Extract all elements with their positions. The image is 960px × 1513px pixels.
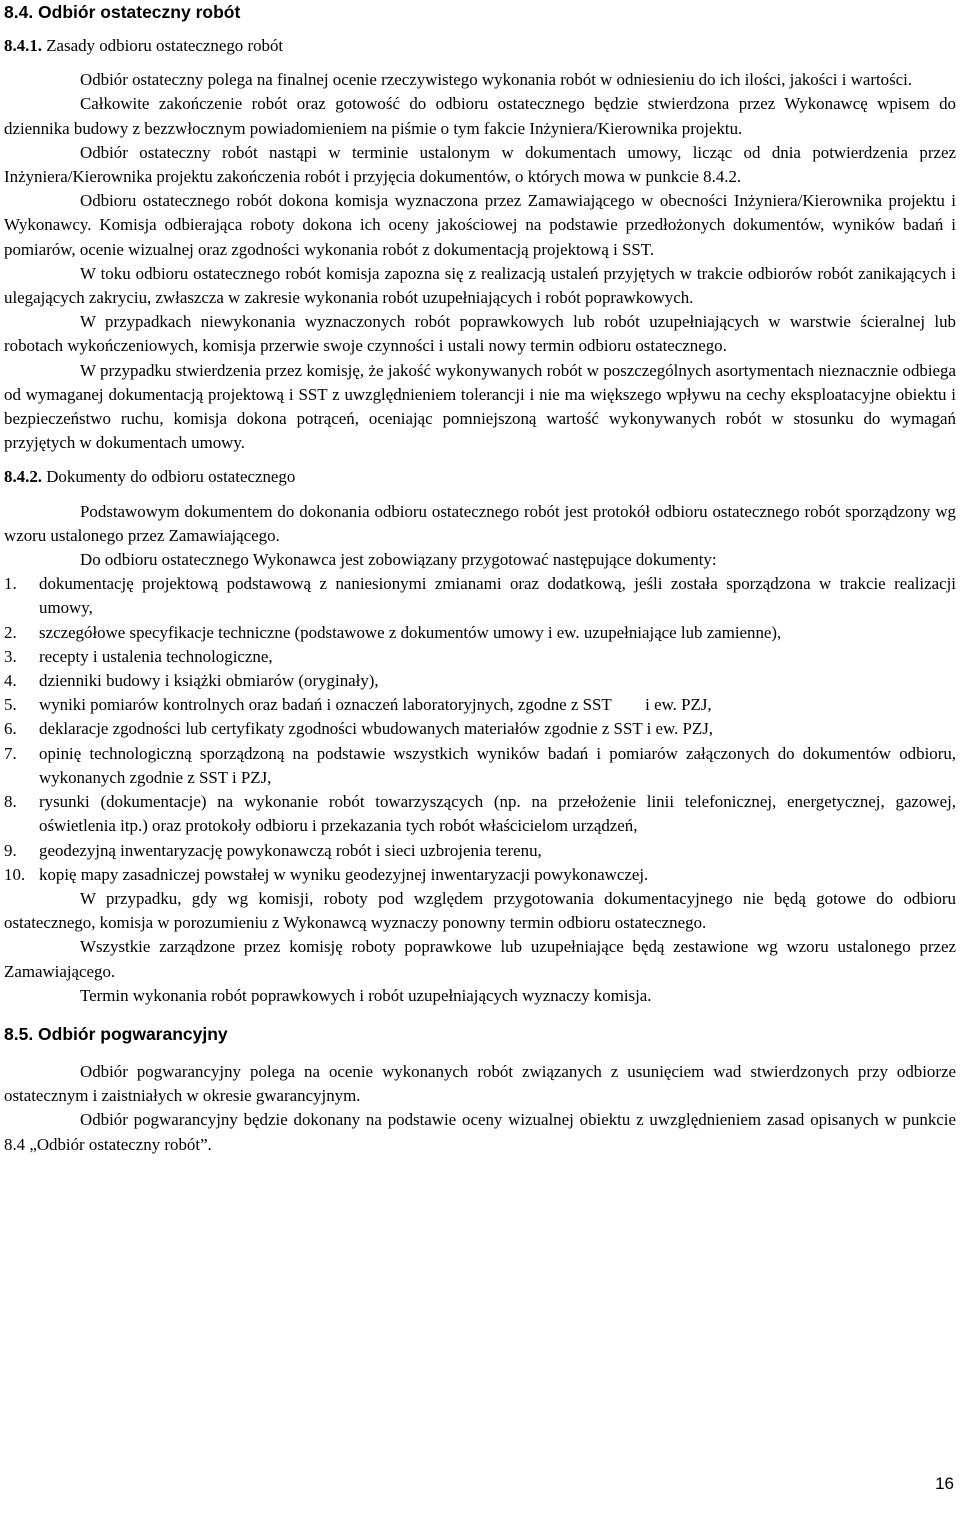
list-item-number: 2. — [4, 622, 17, 642]
page-number: 16 — [935, 1474, 954, 1493]
list-item-text: dokumentację projektową podstawową z naniesionymi zmianami oraz dodatkową, jeśli została sporządzona w trakcie realizacji umowy, — [39, 574, 956, 618]
paragraph: Wszystkie zarządzone przez komisję roboty poprawkowe lub uzupełniające będą zestawione wg wzoru ustalonego przez Zamawiającego. — [4, 937, 956, 981]
section-heading-8-5: 8.5. Odbiór pogwarancyjny — [4, 1023, 228, 1044]
list-item — [4, 863, 956, 887]
paragraph: W toku odbioru ostatecznego robót komisja zapozna się z realizacją ustaleń przyjętych w trakcie odbiorów robót zanikających i ulegających zakryciu, zwłaszcza w zakresie wykonania robót uzupełniających i robót poprawkowych. — [4, 263, 956, 308]
list-item — [4, 572, 956, 620]
page-content — [4, 0, 956, 1157]
subsection-title: Zasady odbioru ostatecznego robót — [42, 36, 284, 55]
list-item-number: 8. — [4, 792, 17, 812]
spacer — [4, 455, 956, 465]
paragraph: Całkowite zakończenie robót oraz gotowość do odbioru ostatecznego będzie stwierdzona przez Wykonawcę wpisem do dziennika budowy z bezzwłocznym powiadomieniem na piśmie o tym fakcie Inżyniera/Kierownika projektu. — [4, 94, 956, 138]
list-item — [4, 669, 956, 693]
paragraph: Odbiór pogwarancyjny będzie dokonany na podstawie oceny wizualnej obiektu z uwzględnieniem zasad opisanych w punkcie 8.4 „Odbiór ostateczny robót”. — [4, 1110, 956, 1154]
list-item — [4, 717, 956, 741]
list-item-text: geodezyjną inwentaryzację powykonawczą robót i sieci uzbrojenia terenu, — [39, 840, 542, 860]
paragraph: W przypadku, gdy wg komisji, roboty pod względem przygotowania dokumentacyjnego nie będą gotowe do odbioru ostatecznego, komisja w porozumieniu z Wykonawcą wyznaczy ponowny termin odbioru ostatecznego. — [4, 888, 956, 933]
paragraph: Odbiór ostateczny polega na finalnej ocenie rzeczywistego wykonania robót w odniesieniu do ich ilości, jakości i wartości. — [80, 70, 913, 90]
documents-list — [4, 572, 956, 887]
list-item — [4, 790, 956, 838]
list-item-number: 9. — [4, 840, 17, 860]
list-item-number: 1. — [4, 574, 17, 594]
paragraph: Odbiór ostateczny robót nastąpi w terminie ustalonym w dokumentach umowy, licząc od dnia potwierdzenia przez Inżyniera/Kierownika projektu zakończenia robót i przyjęcia dokumentów, o których mowa w punkcie 8.4.2. — [4, 142, 956, 187]
subsection-number: 8.4.2. — [4, 467, 43, 487]
subsection-heading-8-4-1 — [4, 34, 956, 58]
list-item — [4, 742, 956, 790]
spacer — [4, 24, 956, 34]
spacer — [4, 58, 956, 68]
list-item-text: kopię mapy zasadniczej powstałej w wyniku geodezyjnej inwentaryzacji powykonawczej. — [39, 864, 649, 884]
list-item — [4, 621, 956, 645]
list-item-number: 10. — [4, 864, 26, 884]
list-item-number: 6. — [4, 719, 17, 739]
list-item — [4, 839, 956, 863]
list-item-text: opinię technologiczną sporządzoną na podstawie wszystkich wyników badań i pomiarów załączonych do dokumentów odbioru, wykonanych zgodnie z SST i PZJ, — [39, 743, 956, 787]
list-item-number: 7. — [4, 743, 17, 763]
list-item-text: dzienniki budowy i książki obmiarów (oryginały), — [39, 671, 379, 691]
list-item-text: wyniki pomiarów kontrolnych oraz badań i oznaczeń laboratoryjnych, zgodne z SST i ew. PZJ, — [39, 695, 712, 715]
subsection-number: 8.4.1. — [4, 36, 43, 55]
list-item-text: deklaracje zgodności lub certyfikaty zgodności wbudowanych materiałów zgodnie z SST i ew. PZJ, — [39, 719, 714, 739]
paragraph: Termin wykonania robót poprawkowych i robót uzupełniających wyznaczy komisja. — [80, 985, 652, 1005]
paragraph: Odbiór pogwarancyjny polega na ocenie wykonanych robót związanych z usunięciem wad stwierdzonych przy odbiorze ostatecznym i zaistniałych w okresie gwarancyjnym. — [4, 1061, 956, 1106]
list-item — [4, 693, 956, 717]
subsection-heading-8-4-2 — [4, 465, 956, 489]
section-heading-8-4: 8.4. Odbiór ostateczny robót — [4, 2, 241, 22]
list-item-number: 3. — [4, 646, 17, 666]
list-item-text: rysunki (dokumentacje) na wykonanie robót towarzyszących (np. na przełożenie linii telefonicznej, energetycznej, gazowej, oświetlenia itp.) oraz protokoły odbioru i przekazania tych robót właścicielom urządzeń, — [39, 792, 956, 836]
spacer — [4, 1046, 956, 1060]
spacer — [4, 1008, 956, 1022]
paragraph: Odbioru ostatecznego robót dokona komisja wyznaczona przez Zamawiającego w obecności Inżyniera/Kierownika projektu i Wykonawcy. Komisja odbierająca roboty dokona ich oceny jakościowej na podstawie przedłożonych dokumentów, wyników badań i pomiarów, ocenie wizualnej oraz zgodności wykonania robót z dokumentacją projektową i SST. — [4, 191, 956, 259]
paragraph: W przypadkach niewykonania wyznaczonych robót poprawkowych lub robót uzupełniających w warstwie ścieralnej lub robotach wykończeniowych, komisja przerwie swoje czynności i ustali nowy termin odbioru ostatecznego. — [4, 312, 956, 356]
paragraph: Do odbioru ostatecznego Wykonawca jest zobowiązany przygotować następujące dokumenty: — [80, 550, 717, 570]
list-item-number: 4. — [4, 671, 17, 691]
list-item-number: 5. — [4, 695, 17, 715]
list-item-text: recepty i ustalenia technologiczne, — [39, 646, 273, 666]
subsection-title: Dokumenty do odbioru ostatecznego — [42, 467, 296, 487]
list-item — [4, 645, 956, 669]
spacer — [4, 490, 956, 500]
paragraph: W przypadku stwierdzenia przez komisję, że jakość wykonywanych robót w poszczególnych asortymentach nieznacznie odbiega od wymaganej dokumentacją projektową i SST z uwzględnieniem tolerancji i nie ma większego wpływu na cechy eksploatacyjne obiektu i bezpieczeństwo ruchu, komisja dokona potrąceń, oceniając pomniejszoną wartość wykonywanych robót w stosunku do wymagań przyjętych w dokumentach umowy. — [4, 360, 956, 453]
list-item-text: szczegółowe specyfikacje techniczne (podstawowe z dokumentów umowy i ew. uzupełniające lub zamienne), — [39, 622, 782, 642]
paragraph: Podstawowym dokumentem do dokonania odbioru ostatecznego robót jest protokół odbioru ostatecznego robót sporządzony wg wzoru ustalonego przez Zamawiającego. — [4, 501, 956, 545]
